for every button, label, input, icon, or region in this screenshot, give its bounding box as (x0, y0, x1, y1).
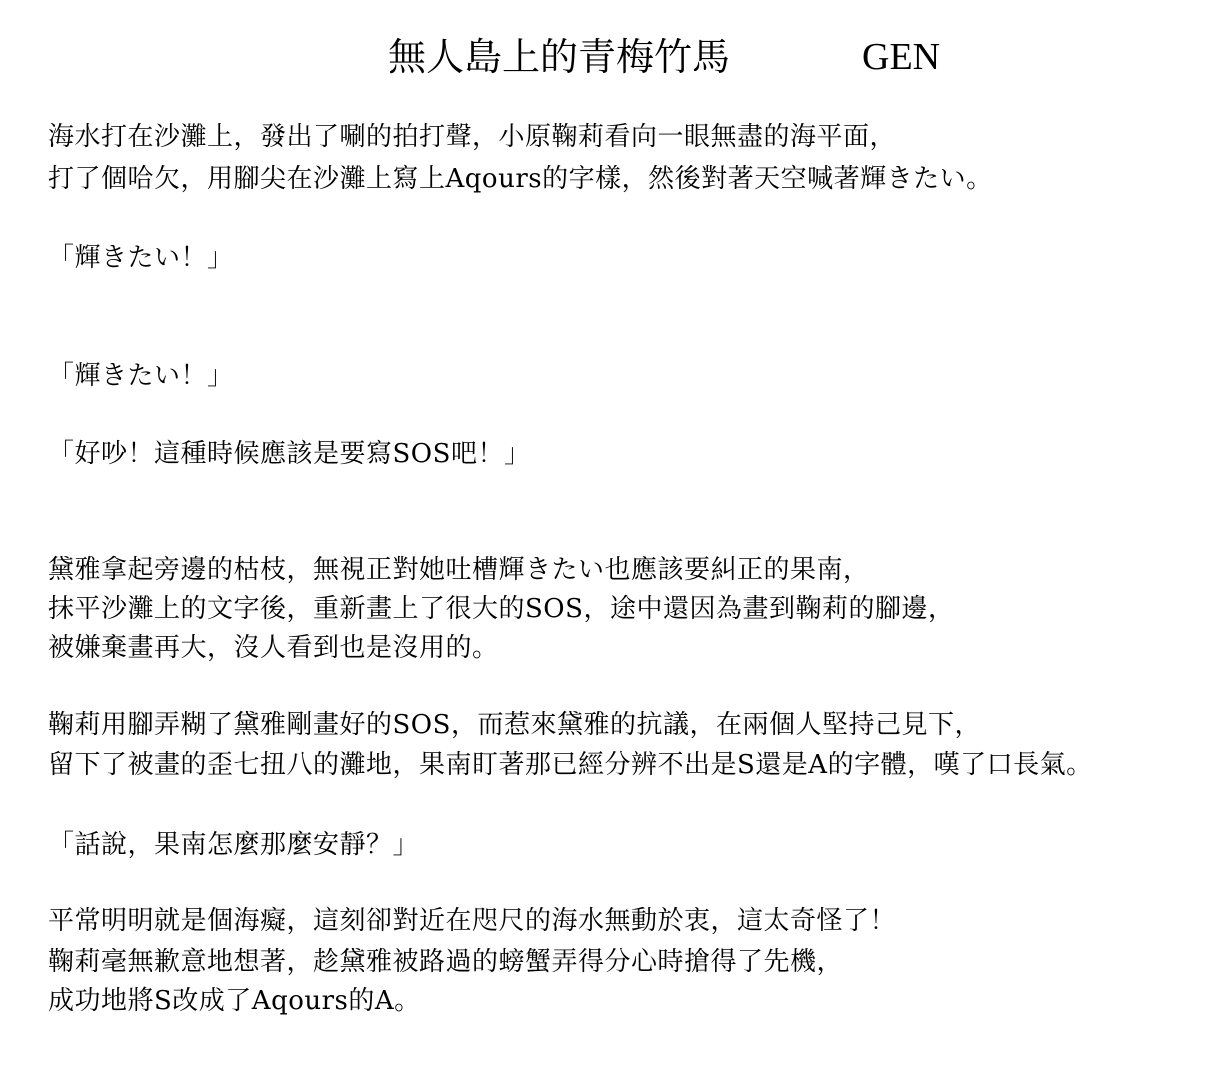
paragraph-1-line-2: 打了個哈欠，用腳尖在沙灘上寫上Aqours的字樣，然後對著天空喊著輝きたい。 (48, 164, 993, 194)
paragraph-3-line-1: 鞠莉用腳弄糊了黛雅剛畫好的SOS，而惹來黛雅的抗議，在兩個人堅持己見下， (48, 710, 981, 740)
story-title: 無人島上的青梅竹馬 (388, 35, 731, 79)
paragraph-4-line-1: 平常明明就是個海癡，這刻卻對近在咫尺的海水無動於衷，這太奇怪了！ (48, 906, 897, 936)
document-header (0, 32, 1214, 82)
dialogue-line: 「輝きたい！」 (48, 243, 234, 273)
paragraph-4-line-3: 成功地將S改成了Aqours的A。 (48, 986, 421, 1016)
dialogue-line: 「好吵！這種時候應該是要寫SOS吧！」 (48, 439, 531, 469)
author-name: GEN (862, 36, 941, 78)
paragraph-3-line-2: 留下了被畫的歪七扭八的灘地，果南盯著那已經分辨不出是S還是A的字體，嘆了口長氣。 (48, 750, 1093, 780)
paragraph-1-line-1: 海水打在沙灘上，發出了唰的拍打聲，小原鞠莉看向一眼無盡的海平面， (48, 122, 897, 152)
paragraph-2-line-1: 黛雅拿起旁邊的枯枝，無視正對她吐槽輝きたい也應該要糾正的果南， (48, 555, 870, 585)
paragraph-2-line-2: 抹平沙灘上的文字後，重新畫上了很大的SOS，途中還因為畫到鞠莉的腳邊， (48, 594, 955, 624)
paragraph-2-line-3: 被嫌棄畫再大，沒人看到也是沒用的。 (48, 633, 499, 663)
paragraph-4-line-2: 鞠莉毫無歉意地想著，趁黛雅被路過的螃蟹弄得分心時搶得了先機， (48, 947, 844, 977)
dialogue-line: 「話說，果南怎麼那麼安靜？」 (48, 830, 420, 860)
dialogue-line: 「輝きたい！」 (48, 361, 234, 391)
